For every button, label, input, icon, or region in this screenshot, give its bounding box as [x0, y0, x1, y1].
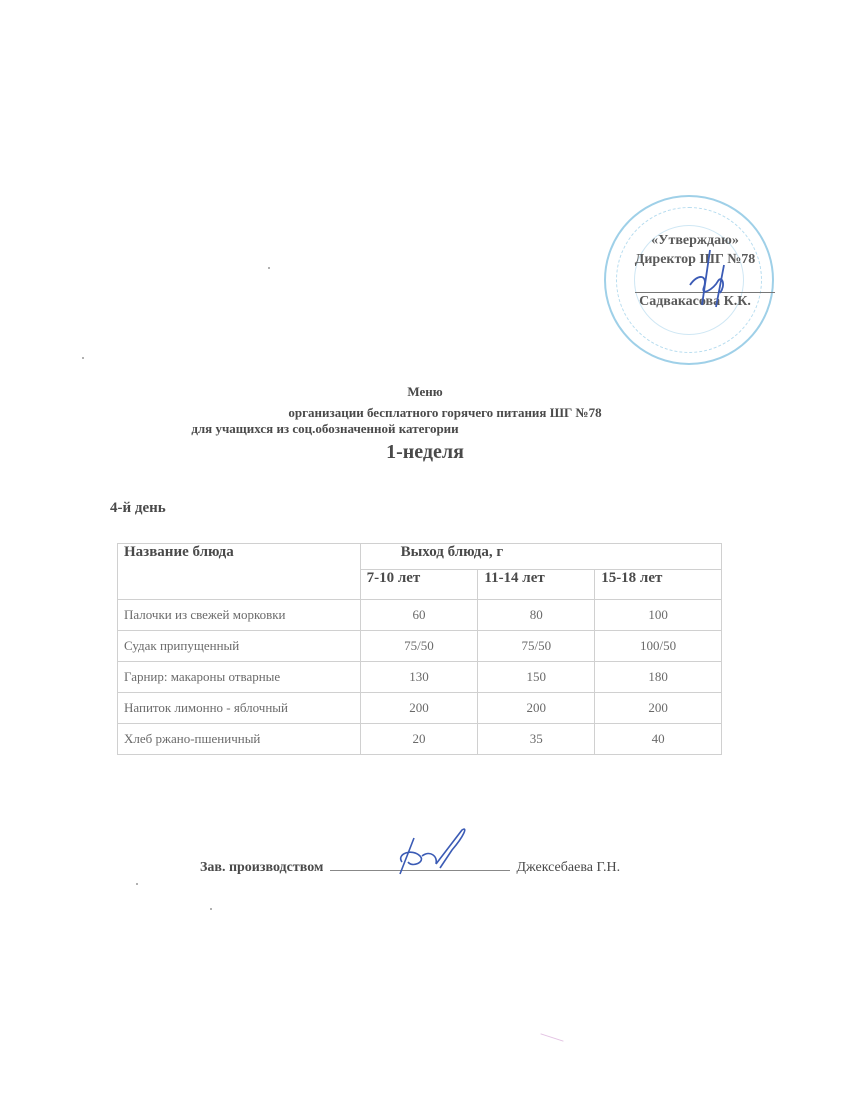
production-signature-icon: [392, 826, 472, 878]
yield-value: 40: [595, 724, 722, 755]
document-audience: для учащихся из соц.обозначенной категории: [191, 421, 459, 436]
production-role: Зав. производством: [200, 860, 324, 875]
table-row: [118, 693, 722, 724]
yield-value: 35: [478, 724, 595, 755]
yield-value: 200: [595, 693, 722, 724]
document-subtitle: организации бесплатного горячего питания ШГ №78: [288, 405, 602, 420]
header-age-7-10: 7-10 лет: [360, 570, 478, 600]
director-signature-icon: [680, 245, 740, 315]
yield-value: 75/50: [478, 631, 595, 662]
approval-director-title: Директор ШГ №78: [634, 251, 756, 267]
table-row: [118, 631, 722, 662]
header-age-15-18: 15-18 лет: [595, 570, 722, 600]
table-row: [118, 724, 722, 755]
header-age-11-14: 11-14 лет: [478, 570, 595, 600]
yield-value: 75/50: [360, 631, 478, 662]
approval-director-name: Садвакасова К.К.: [639, 293, 751, 309]
header-dish-name: Название блюда: [118, 544, 361, 600]
yield-value: 60: [360, 600, 478, 631]
menu-table: [117, 543, 722, 755]
table-row: [118, 600, 722, 631]
dish-name: Хлеб ржано-пшеничный: [118, 724, 361, 755]
scan-speck: [82, 357, 84, 359]
yield-value: 180: [595, 662, 722, 693]
header-yield: Выход блюда, г: [360, 544, 721, 570]
dish-name: Палочки из свежей морковки: [118, 600, 361, 631]
production-name: Джексебаева Г.Н.: [516, 860, 621, 875]
yield-value: 200: [478, 693, 595, 724]
dish-name: Гарнир: макароны отварные: [118, 662, 361, 693]
yield-value: 200: [360, 693, 478, 724]
yield-value: 130: [360, 662, 478, 693]
scan-speck: [136, 883, 138, 885]
week-label: 1-неделя: [386, 441, 464, 463]
yield-value: 150: [478, 662, 595, 693]
document-title: Меню: [407, 384, 443, 399]
scan-speck: [210, 908, 212, 910]
day-label: 4-й день: [110, 500, 166, 516]
dish-name: Напиток лимонно - яблочный: [118, 693, 361, 724]
dish-name: Судак припущенный: [118, 631, 361, 662]
table-row: [118, 662, 722, 693]
scan-streak: [540, 1033, 563, 1041]
scan-speck: [268, 267, 270, 269]
yield-value: 20: [360, 724, 478, 755]
yield-value: 80: [478, 600, 595, 631]
approval-label: «Утверждаю»: [651, 233, 739, 248]
yield-value: 100/50: [595, 631, 722, 662]
yield-value: 100: [595, 600, 722, 631]
